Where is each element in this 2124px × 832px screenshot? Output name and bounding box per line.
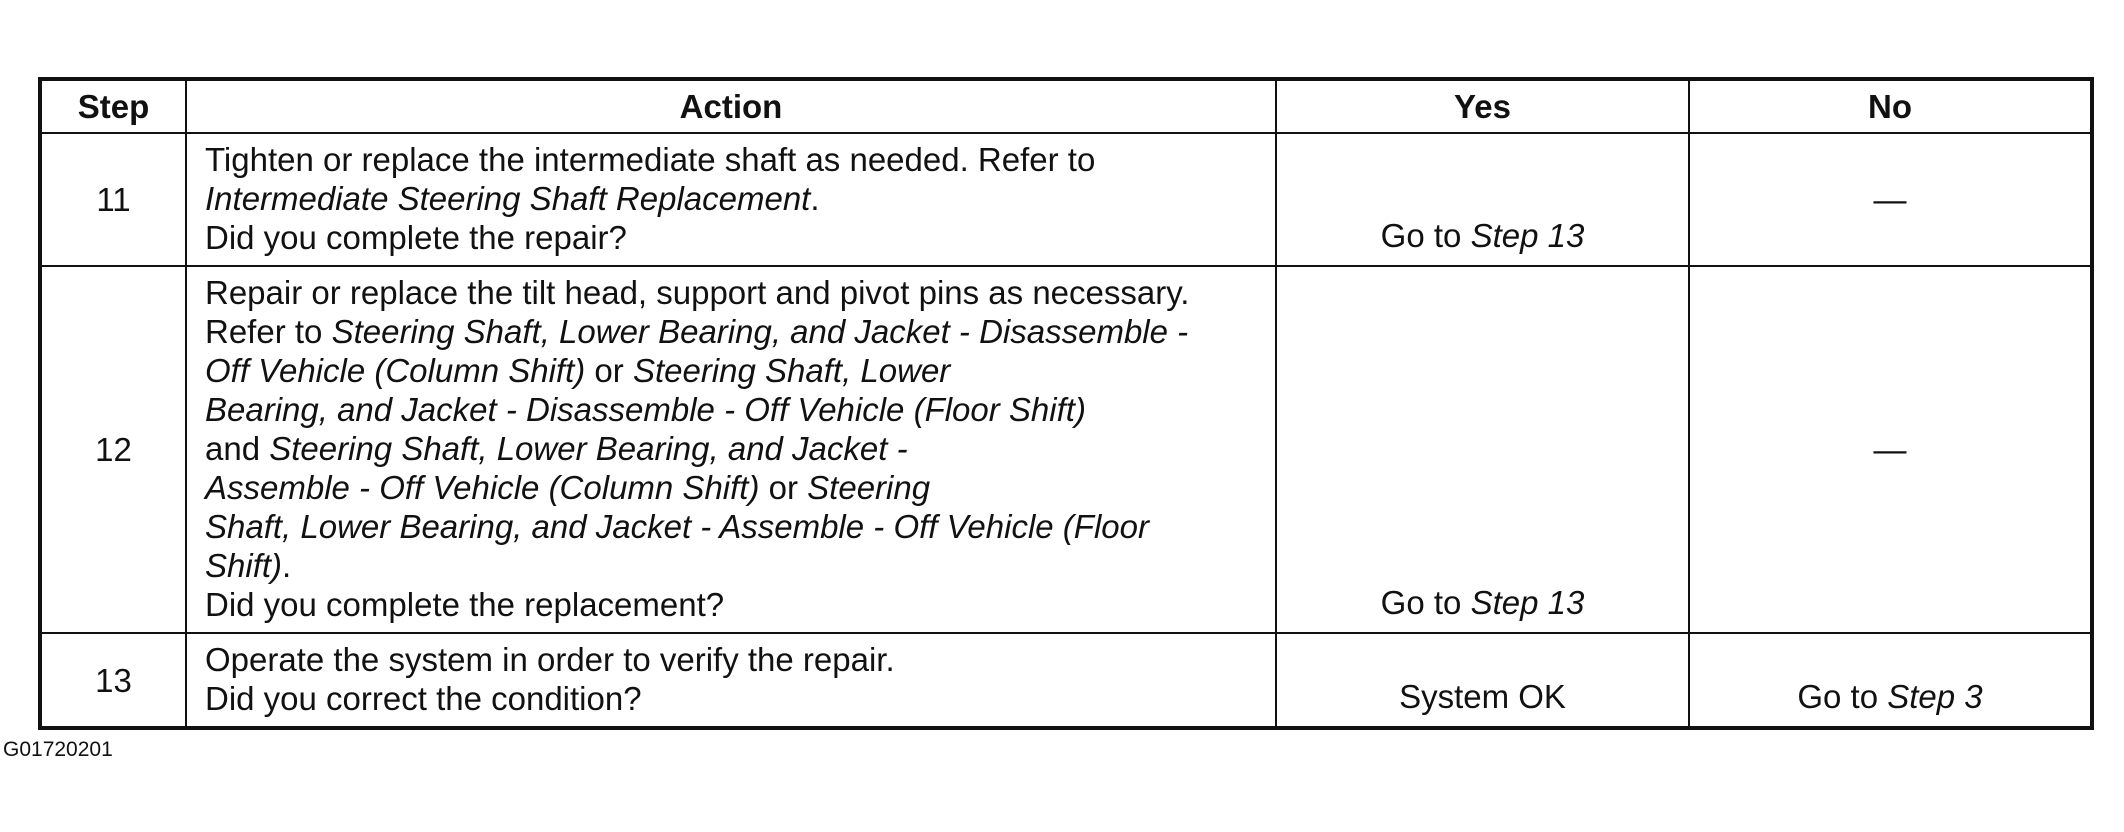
table-row: [40, 633, 2092, 728]
action-question: Did you complete the replacement?: [205, 586, 725, 623]
action-cell: [186, 633, 1276, 728]
action-line: [205, 351, 1267, 390]
no-cell: —: [1689, 133, 2092, 266]
action-line: [205, 312, 1267, 351]
punctuation: .: [282, 547, 292, 584]
reference-link: Steering Shaft, Lower: [632, 352, 951, 389]
reference-link: Off Vehicle (Column Shift): [205, 352, 586, 389]
no-prefix: Go to: [1797, 678, 1888, 715]
reference-link: Bearing, and Jacket - Disassemble - Off Vehicle (Floor Shift): [205, 391, 1086, 428]
reference-link: Shaft, Lower Bearing, and Jacket - Assemble - Off Vehicle (Floor: [205, 508, 1149, 545]
yes-cell: System OK: [1276, 633, 1689, 728]
no-cell: —: [1689, 266, 2092, 633]
reference-link: Steering Shaft, Lower Bearing, and Jacket -: [269, 430, 908, 467]
action-line: [205, 468, 1267, 507]
no-step-ref: Step 3: [1887, 678, 1983, 715]
table-header-row: [40, 79, 2092, 133]
reference-link: Steering: [807, 469, 931, 506]
action-question: Did you correct the condition?: [205, 680, 642, 717]
action-line: [205, 546, 1267, 585]
text-run: Refer to: [205, 313, 332, 350]
reference-link: Shift): [205, 547, 283, 584]
table-row: [40, 133, 2092, 266]
reference-link: Intermediate Steering Shaft Replacement: [205, 180, 811, 217]
action-line: [205, 507, 1267, 546]
table-row: [40, 266, 2092, 633]
punctuation: .: [810, 180, 820, 217]
action-line: Tighten or replace the intermediate shaft as needed. Refer to: [205, 141, 1096, 178]
yes-step-ref: Step 13: [1470, 584, 1585, 621]
action-cell: [186, 133, 1276, 266]
text-run: and: [205, 430, 270, 467]
yes-prefix: Go to: [1380, 584, 1471, 621]
yes-cell: [1276, 266, 1689, 633]
action-line: [205, 429, 1267, 468]
reference-link: Assemble - Off Vehicle (Column Shift): [205, 469, 760, 506]
text-run: or: [585, 352, 633, 389]
figure-id: G01720201: [3, 738, 113, 761]
step-number: 13: [40, 633, 186, 728]
header-step: Step: [40, 79, 186, 133]
reference-link: Steering Shaft, Lower Bearing, and Jacket - Disassemble -: [331, 313, 1189, 350]
action-line: [205, 179, 1267, 218]
header-yes: Yes: [1276, 79, 1689, 133]
header-action: Action: [186, 79, 1276, 133]
step-number: 11: [40, 133, 186, 266]
diagnostic-table: [38, 77, 2094, 730]
action-line: [205, 390, 1267, 429]
action-question: Did you complete the repair?: [205, 219, 627, 256]
yes-prefix: Go to: [1380, 217, 1471, 254]
text-run: or: [759, 469, 808, 506]
no-cell: [1689, 633, 2092, 728]
header-no: No: [1689, 79, 2092, 133]
step-number: 12: [40, 266, 186, 633]
yes-cell: [1276, 133, 1689, 266]
action-line: Operate the system in order to verify the repair.: [205, 641, 895, 678]
yes-step-ref: Step 13: [1470, 217, 1585, 254]
action-line: Repair or replace the tilt head, support and pivot pins as necessary.: [205, 274, 1190, 311]
action-cell: [186, 266, 1276, 633]
